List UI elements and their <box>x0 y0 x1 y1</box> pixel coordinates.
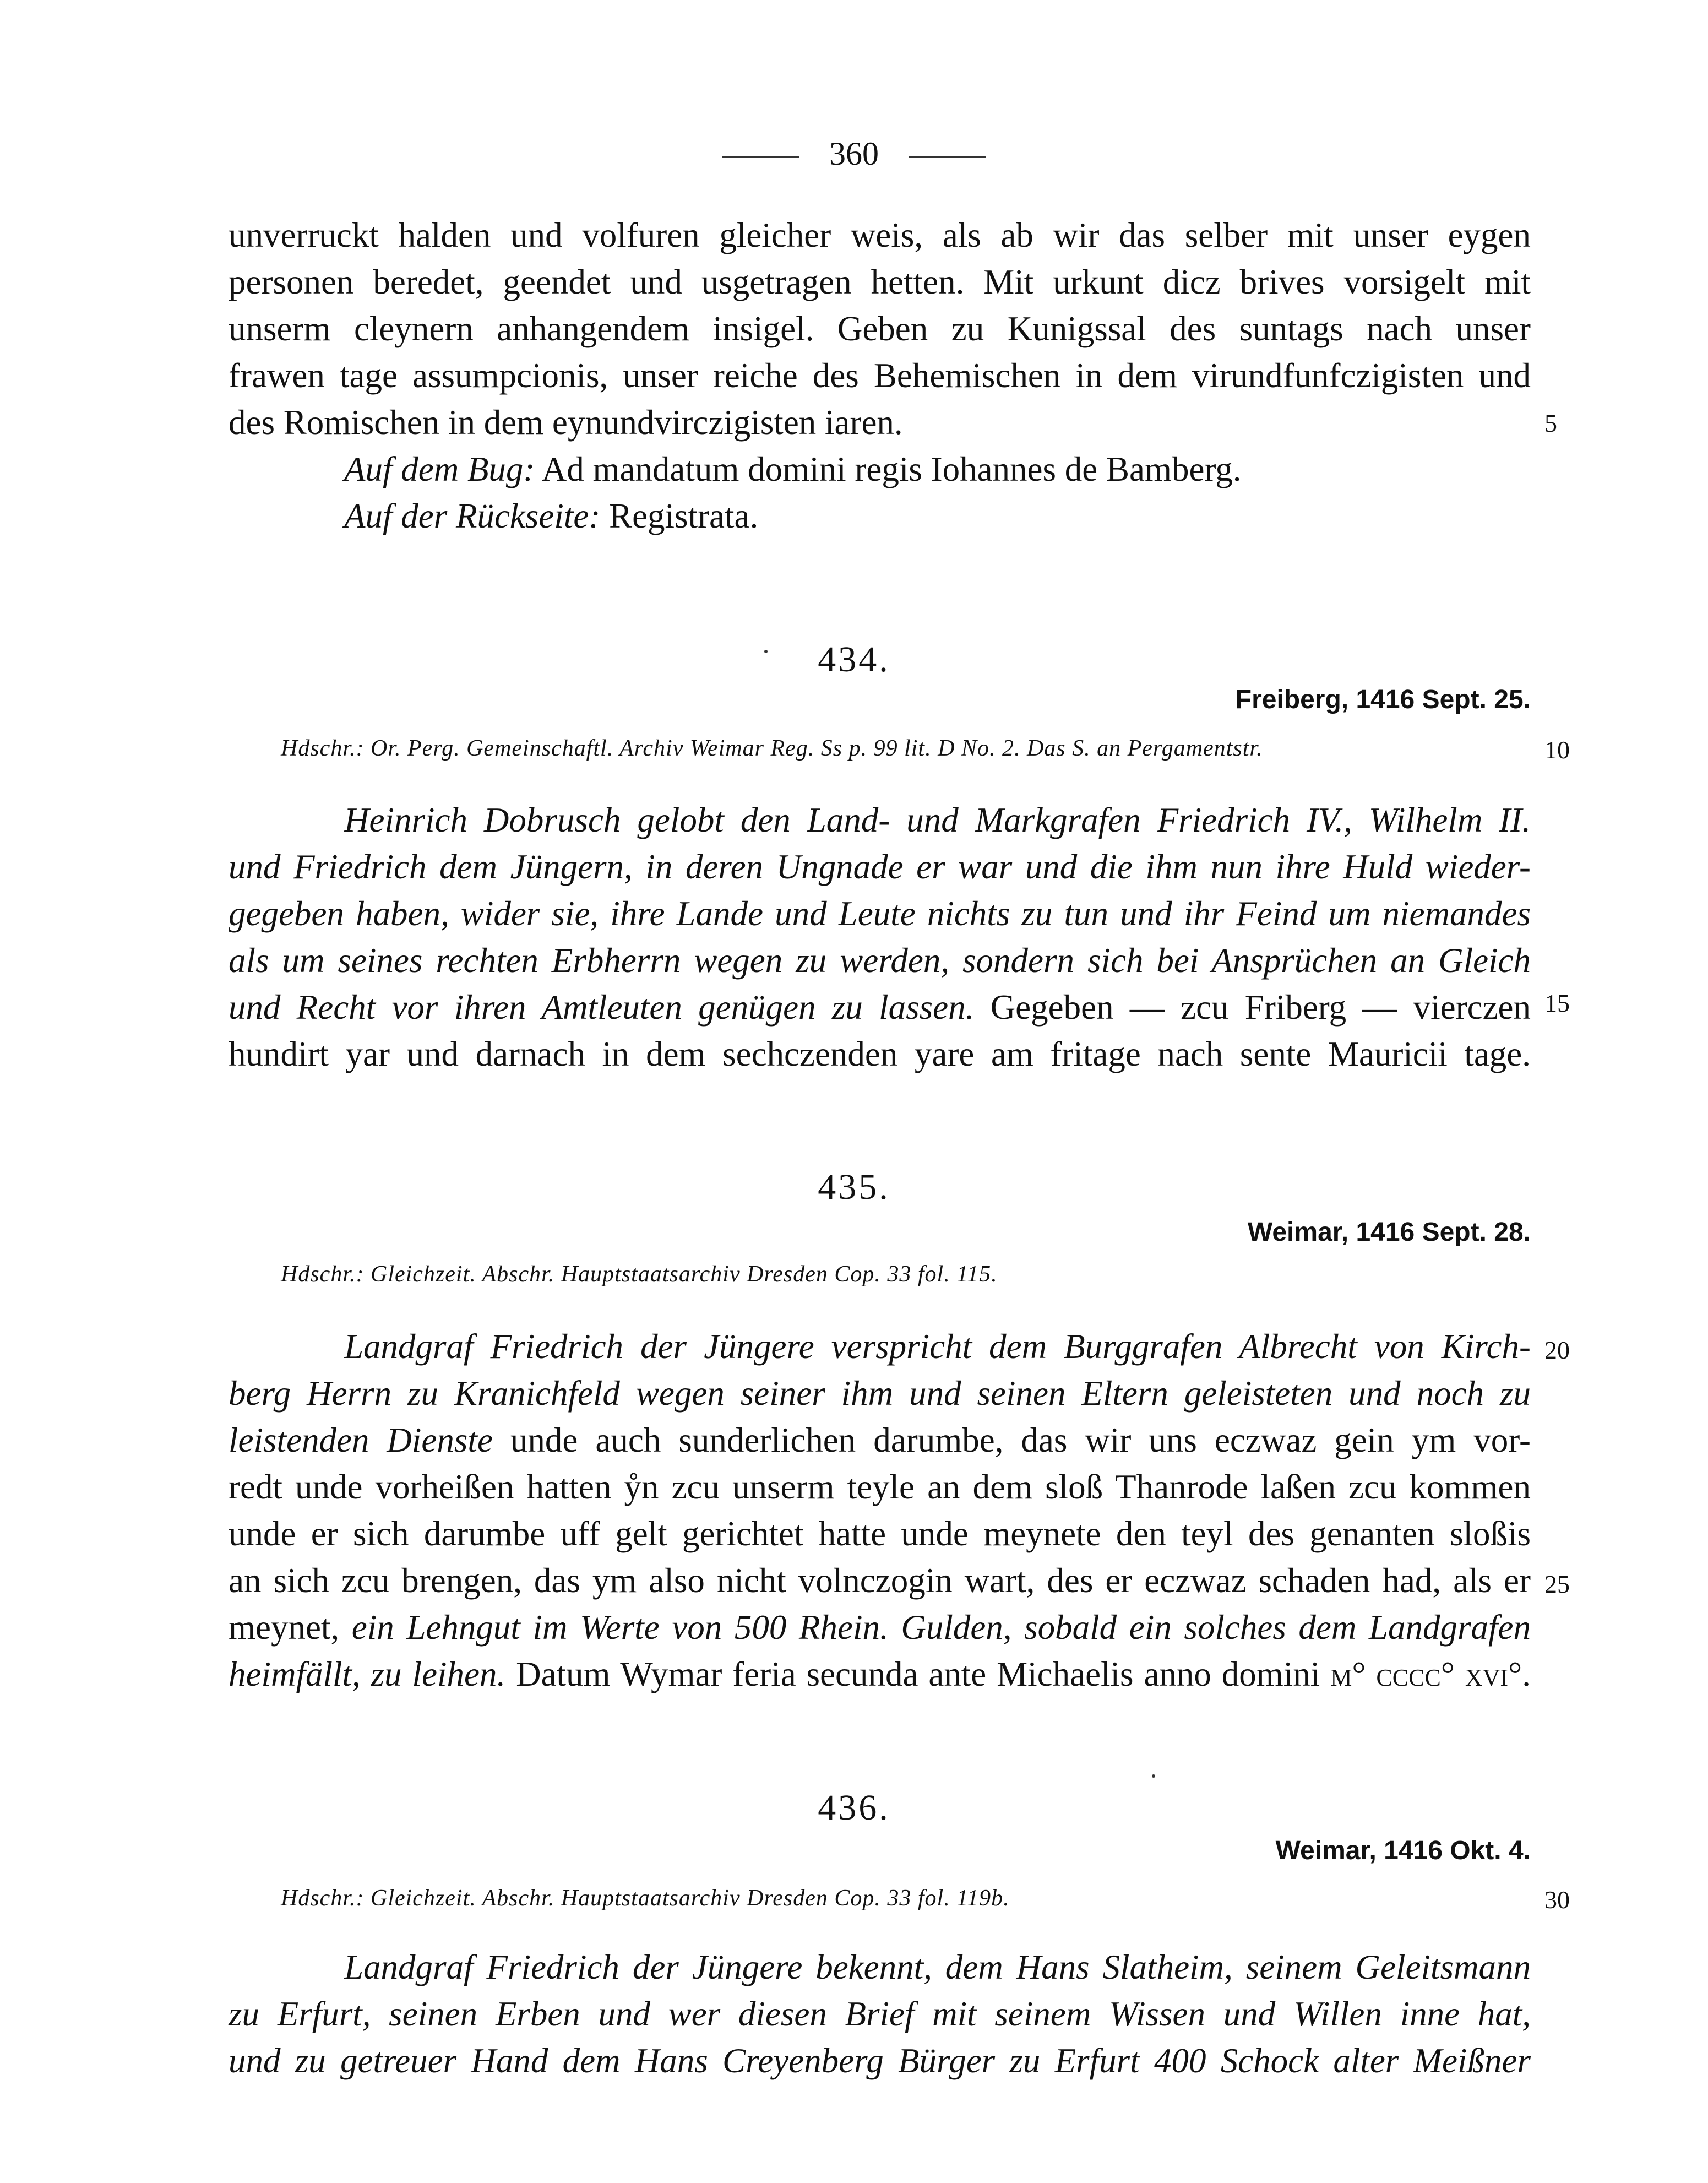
source-note-436: Hdschr.: Gleichzeit. Abschr. Hauptstaatsarchiv Dresden Cop. 33 fol. 119b. <box>281 1886 1010 1911</box>
text-line: und zu getreuer Hand dem Hans Creyenberg Bürger zu Erfurt 400 Schock alter Meißner <box>229 2041 1531 2080</box>
text-line: unde er sich darumbe uff gelt gerichtet hatte unde meynete den teyl des genanten sloßis <box>229 1514 1531 1553</box>
text-line: redt unde vorheißen hatten ẙn zcu unserm teyle an dem sloß Thanrode laßen zcu kommen <box>229 1468 1531 1506</box>
text-line: und Friedrich dem Jüngern, in deren Ungnade er war und die ihm nun ihre Huld wieder- <box>229 848 1531 886</box>
line-number-30: 30 <box>1544 1886 1570 1914</box>
source-note-435: Hdschr.: Gleichzeit. Abschr. Hauptstaatsarchiv Dresden Cop. 33 fol. 115. <box>281 1262 998 1287</box>
text-line: Landgraf Friedrich der Jüngere verspricht dem Burggrafen Albrecht von Kirch- <box>344 1327 1531 1366</box>
quote-fragment: meynet, <box>229 1608 340 1647</box>
regest-436 <box>229 1944 1531 2084</box>
text-line: unverruckt halden und volfuren gleicher weis, als ab wir das selber mit unser eygen <box>229 216 1531 254</box>
note-text: Registrata. <box>609 497 759 535</box>
place-date-434: Freiberg, 1416 Sept. 25. <box>1235 685 1531 714</box>
text-line: Heinrich Dobrusch gelobt den Land- und Markgrafen Friedrich IV., Wilhelm II. <box>344 801 1531 839</box>
text-line: Landgraf Friedrich der Jüngere bekennt, dem Hans Slatheim, seinem Geleitsmann <box>344 1948 1531 1986</box>
text-line: berg Herrn zu Kranichfeld wegen seiner ihm und seinen Eltern geleisteten und noch zu <box>229 1374 1531 1413</box>
regest-434 <box>229 797 1531 1078</box>
line-number-5: 5 <box>1544 409 1557 437</box>
continuation-text <box>229 212 1531 540</box>
text-line <box>229 1417 1531 1464</box>
text-line: gegeben haben, wider sie, ihre Lande und Leute nichts zu tun und ihr Feind um niemandes <box>229 894 1531 933</box>
print-speck <box>1152 1774 1155 1778</box>
roman-date: m° cccc° xvi°. <box>1330 1655 1531 1693</box>
line-number-15: 15 <box>1544 989 1570 1017</box>
endorsement-note-back <box>229 493 1531 540</box>
text-line: personen beredet, geendet und usgetragen hetten. Mit urkunt dicz brives vorsigelt mit <box>229 263 1531 301</box>
text-line <box>229 1604 1531 1651</box>
place-date-435: Weimar, 1416 Sept. 28. <box>1247 1218 1531 1247</box>
text-line: als um seines rechten Erbherrn wegen zu werden, sondern sich bei Ansprüchen an Gleich <box>229 941 1531 980</box>
page-number: 360 <box>829 135 879 172</box>
line-number-20: 20 <box>1544 1336 1570 1364</box>
document-number-434: 434. <box>818 639 890 680</box>
place-date-436: Weimar, 1416 Okt. 4. <box>1275 1836 1531 1865</box>
text-line: des Romischen in dem eynundvirczigisten iaren. <box>229 403 903 442</box>
document-number-435: 435. <box>818 1167 890 1207</box>
note-text: Ad mandatum domini regis Iohannes de Bamberg. <box>541 450 1242 488</box>
regest-435 <box>229 1323 1531 1698</box>
quote-fragment: Gegeben — zcu Friberg — vierczen <box>990 988 1531 1027</box>
text-line <box>229 984 1531 1031</box>
text-line <box>229 1651 1531 1698</box>
note-label: Auf dem Bug: <box>344 450 535 488</box>
regest-fragment: und Recht vor ihren Amtleuten genügen zu lassen. <box>229 988 975 1027</box>
running-header <box>0 135 1708 173</box>
regest-fragment: ein Lehngut im Werte von 500 Rhein. Gulden, sobald ein solches dem Landgrafen <box>351 1608 1531 1647</box>
header-rule-right <box>909 156 986 158</box>
regest-fragment: leistenden Dienste <box>229 1421 493 1459</box>
document-number-436: 436. <box>818 1788 890 1828</box>
regest-fragment: heimfällt, zu leihen. <box>229 1655 506 1693</box>
header-rule-left <box>722 156 799 158</box>
quote-fragment: unde auch sunderlichen darumbe, das wir uns eczwaz gein ym vor- <box>510 1421 1531 1459</box>
line-number-10: 10 <box>1544 736 1570 764</box>
endorsement-note-bug <box>229 446 1531 493</box>
text-line: zu Erfurt, seinen Erben und wer diesen Brief mit seinem Wissen und Willen inne hat, <box>229 1995 1531 2033</box>
text-line: unserm cleynern anhangendem insigel. Geben zu Kunigssal des suntags nach unser <box>229 309 1531 348</box>
note-label: Auf der Rückseite: <box>344 497 601 535</box>
line-number-25: 25 <box>1544 1570 1570 1598</box>
text-line: hundirt yar und darnach in dem sechczenden yare am fritage nach sente Mauricii tage. <box>229 1035 1531 1073</box>
quote-fragment: Datum Wymar feria secunda ante Michaelis anno domini <box>516 1655 1320 1693</box>
source-note-434: Hdschr.: Or. Perg. Gemeinschaftl. Archiv Weimar Reg. Ss p. 99 lit. D No. 2. Das S. an Pergamentstr. <box>281 736 1263 761</box>
text-line: an sich zcu brengen, das ym also nicht volnczogin wart, des er eczwaz schaden had, als er <box>229 1561 1531 1600</box>
text-line: frawen tage assumpcionis, unser reiche des Behemischen in dem virundfunfczigisten und <box>229 356 1531 395</box>
